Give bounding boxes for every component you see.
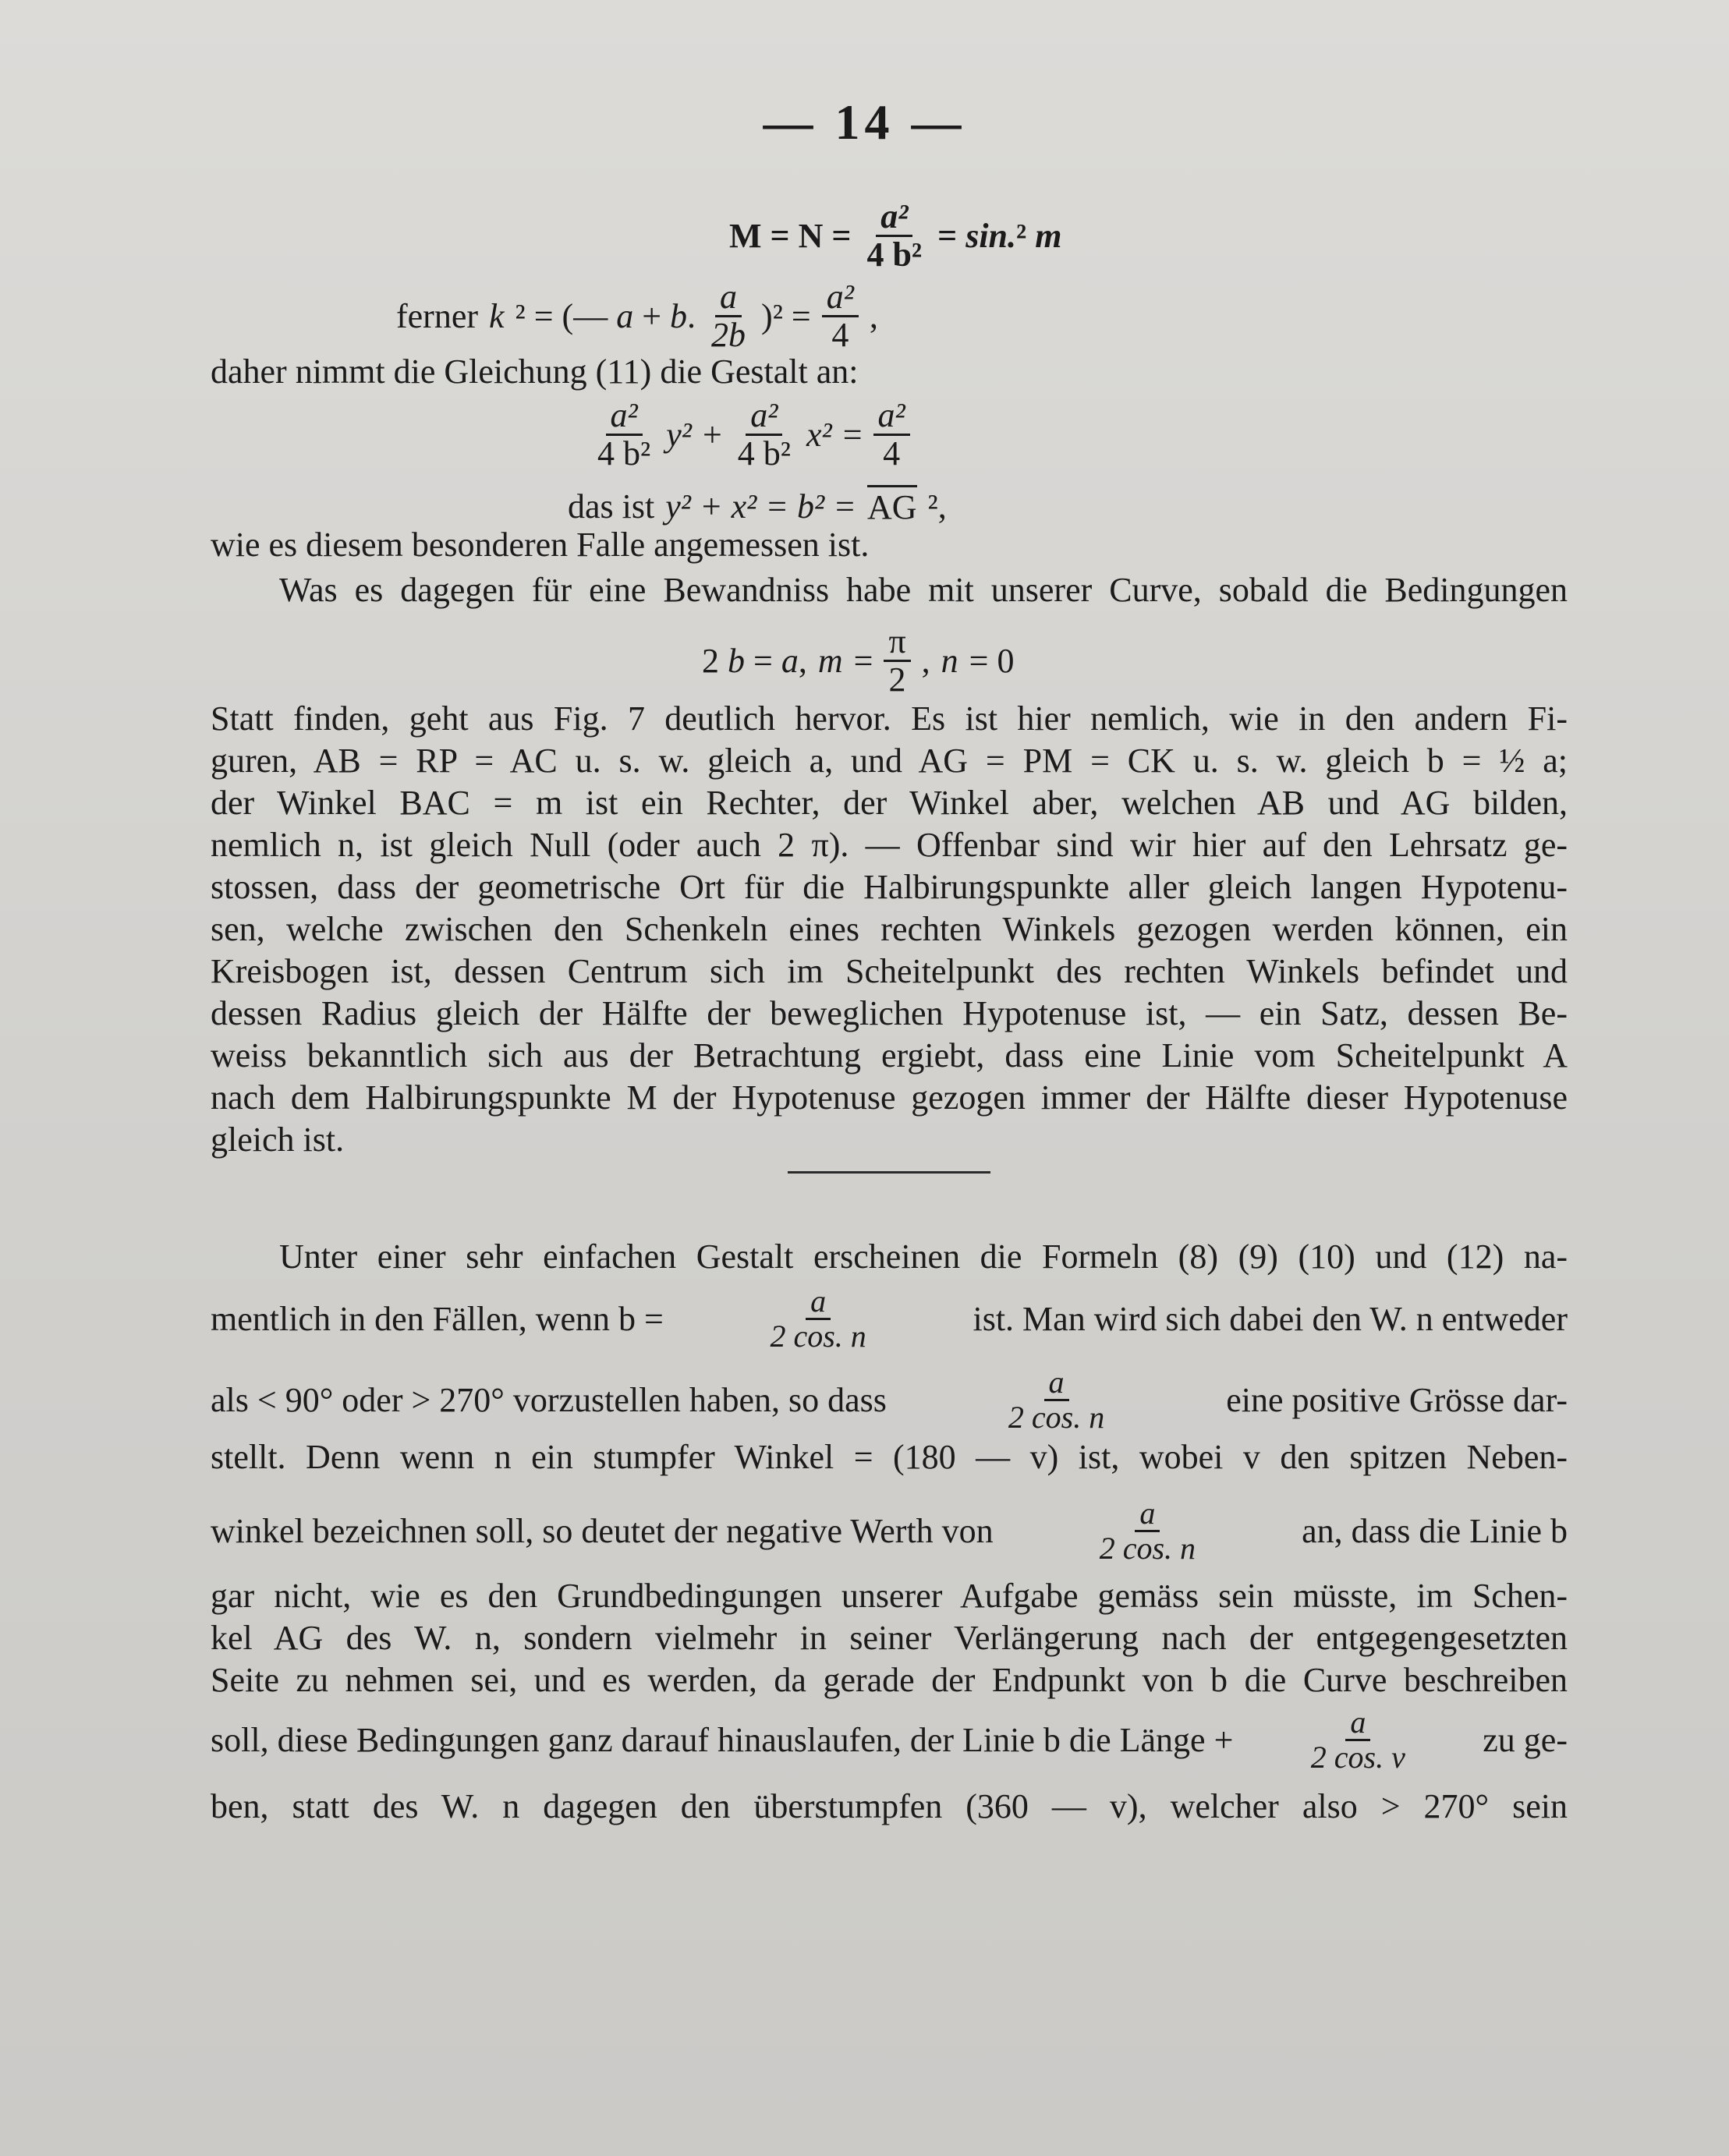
text-line: Kreisbogen ist, dessen Centrum sich im Scheitelpunkt des rechten Winkels befindet und (211, 952, 1568, 990)
text-line-wie-es: wie es diesem besonderen Falle angemessen ist. (211, 526, 870, 564)
fraction-a-2cosn: $\frac{a}{2 \cos. n}$ (1008, 1365, 1105, 1435)
ferner-label: ferner (396, 297, 479, 336)
text-line-daher: daher nimmt die Gleichung (11) die Gestalt an: (211, 352, 859, 391)
text-line: der Winkel BAC = m ist ein Rechter, der Winkel aber, welchen AB und AG bilden, (211, 784, 1568, 822)
equation-m-n: M = N = $\frac{\text{a²}}{\text{4 b²}}$ = sin.² m (729, 197, 1062, 274)
fraction-a-2cosn: $\frac{a}{2 \cos. n}$ (1099, 1496, 1196, 1566)
page-number: — 14 — (763, 94, 966, 150)
text-line-with-fraction (211, 1706, 1568, 1774)
text-line: dessen Radius gleich der Hälfte der beweglichen Hypotenuse ist, — ein Satz, dessen Be- (211, 994, 1568, 1032)
text-segment: winkel bezeichnen soll, so deutet der negative Werth von (211, 1511, 994, 1550)
text-line: guren, AB = RP = AC u. s. w. gleich a, und AG = PM = CK u. s. w. gleich b = ½ a; (211, 742, 1568, 780)
text-line: Seite zu nehmen sei, und es werden, da gerade der Endpunkt von b die Curve beschreiben (211, 1661, 1568, 1699)
equation-gestalt: $\frac{\text{a²}}{\text{4 b²}}$ y² + $\frac{\text{a²}}{\text{4 b²}}$ x² = $\frac{\text{a²}}{4}$ (593, 398, 910, 472)
equation-k: ferner k ² = (— a + b. $\frac{a}{2b}$ )² = $\frac{\text{a²}}{4}$ , (396, 278, 878, 355)
text-line-with-fraction (211, 1285, 1568, 1353)
text-line: nemlich n, ist gleich Null (oder auch 2 π). — Offenbar sind wir hier auf den Lehrsatz ge- (211, 826, 1568, 864)
fraction-a-2cosn: $\frac{a}{2 \cos. n}$ (770, 1283, 866, 1354)
text-line: gar nicht, wie es den Grundbedingungen unserer Aufgabe gemäss sein müsste, im Schen- (211, 1577, 1568, 1615)
text-line-was-es: Was es dagegen für eine Bewandniss habe mit unserer Curve, sobald die Bedingungen (279, 571, 1568, 609)
text-line-with-fraction (211, 1366, 1568, 1434)
das-ist-label: das ist (568, 487, 655, 526)
equation-conditions: 2 b = a, m = $\frac{\pi}{2}$ , n = 0 (702, 622, 1015, 699)
text-line: kel AG des W. n, sondern vielmehr in seiner Verlängerung nach der entgegengesetzten (211, 1619, 1568, 1657)
text-line: stellt. Denn wenn n ein stumpfer Winkel = (180 — v) ist, wobei v den spitzen Neben- (211, 1438, 1568, 1476)
text-segment: soll, diese Bedingungen ganz darauf hinauslaufen, der Linie b die Länge + (211, 1720, 1234, 1759)
text-segment: zu ge- (1483, 1720, 1568, 1759)
text-line: nach dem Halbirungspunkte M der Hypotenuse gezogen immer der Hälfte dieser Hypotenuse (211, 1078, 1568, 1117)
text-segment: als < 90° oder > 270° vorzustellen haben, so dass (211, 1380, 887, 1419)
text-line: sen, welche zwischen den Schenkeln eines rechten Winkels gezogen werden können, ein (211, 910, 1568, 948)
section-divider (788, 1171, 990, 1174)
text-line: ben, statt des W. n dagegen den überstumpfen (360 — v), welcher also > 270° sein (211, 1787, 1568, 1825)
text-line: gleich ist. (211, 1120, 345, 1159)
equation-das-ist: das ist y² + x² = b² = AG ², (568, 485, 947, 527)
fraction-a-2cosv: $\frac{a}{2 \cos. v}$ (1310, 1705, 1405, 1775)
text-line: weiss bekanntlich sich aus der Betrachtung ergiebt, dass eine Linie vom Scheitelpunkt A (211, 1036, 1568, 1074)
text-segment: an, dass die Linie b (1302, 1511, 1568, 1550)
text-block (211, 1575, 1568, 1701)
text-line: stossen, dass der geometrische Ort für die Halbirungspunkte aller gleich langen Hypotenu- (211, 868, 1568, 906)
paragraph-statt-finden (211, 698, 1568, 1161)
text-segment: mentlich in den Fällen, wenn b = (211, 1299, 664, 1338)
text-line-with-fraction (211, 1497, 1568, 1565)
text-segment: eine positive Grösse dar- (1226, 1380, 1568, 1419)
text-line: Statt finden, geht aus Fig. 7 deutlich hervor. Es ist hier nemlich, wie in den andern Fi- (211, 699, 1568, 738)
text-segment: ist. Man wird sich dabei den W. n entweder (973, 1299, 1568, 1338)
text-line: Unter einer sehr einfachen Gestalt erscheinen die Formeln (8) (9) (10) und (12) na- (279, 1237, 1568, 1276)
